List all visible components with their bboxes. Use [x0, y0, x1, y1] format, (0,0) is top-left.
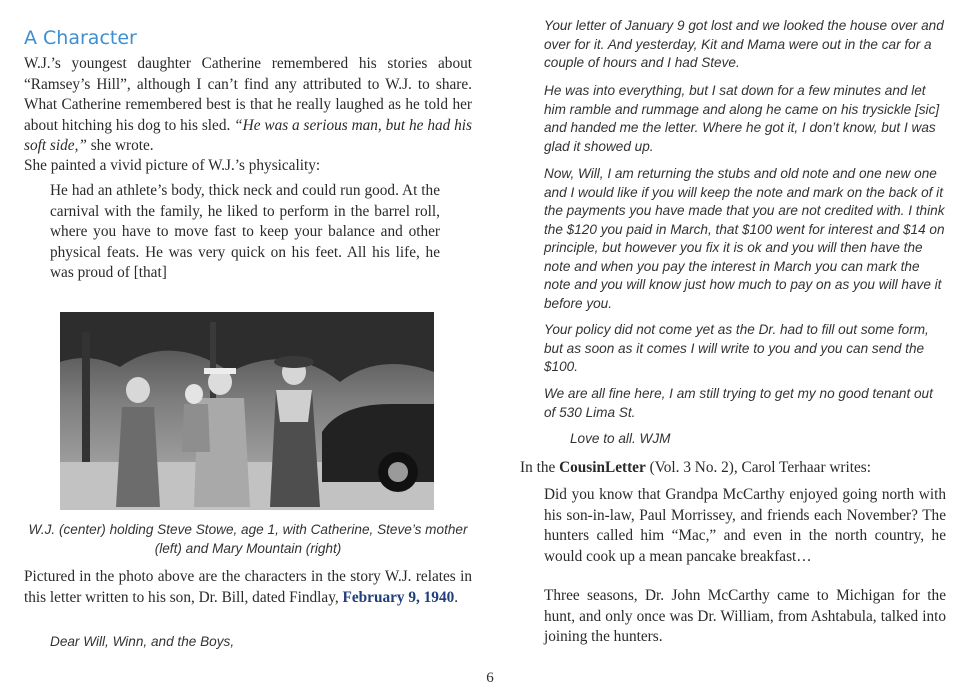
paragraph-cousinletter-intro [520, 458, 946, 479]
family-photo [60, 312, 434, 510]
letter-paragraph-2: He was into everything, but I sat down for a few minutes and let him ramble and rummage and along he came on his trysickle [sic] and handed me the letter. Where he got it, I don’t know, but I was glad it showed up. [544, 83, 940, 154]
paragraph-photo-context [24, 567, 472, 608]
letter-paragraph-5: We are all fine here, I am still trying to get my no good tenant out of 530 Lima St. [544, 386, 933, 420]
letter-date: February 9, 1940 [342, 588, 455, 606]
photo-illustration [60, 312, 434, 510]
letter-salutation: Dear Will, Winn, and the Boys, [50, 634, 235, 649]
quote-paragraph-1: Did you know that Grandpa McCarthy enjoyed going north with his son-in-law, Paul Morrissey, and friends each November? The hunters called him “Mac,” and even in the north country, he would cook up a mean pancake breakfast… [544, 486, 946, 565]
blockquote-athlete: He had an athlete’s body, thick neck and could run good. At the carnival with the family, he liked to perform in the barrel roll, where you have to move fast to keep your balance and other physical feats. He was very quick on his feet. All his life, he was proud of [that] [50, 182, 440, 281]
intro-text-a: In the [520, 459, 560, 476]
intro-text-b: (Vol. 3 No. 2), Carol Terhaar writes: [645, 459, 871, 476]
page-number: 6 [486, 670, 494, 686]
p3-text-a: Pictured in the photo above are the characters in the story W.J. relates in this letter written to his son, Dr. Bill, dated Findlay, [24, 568, 472, 606]
paragraph-catherine-memory [24, 54, 472, 157]
letter-paragraph-4: Your policy did not come yet as the Dr. had to fill out some form, but as soon as it comes I will write to you and you can send the $100. [544, 322, 929, 374]
p1-text-b: she wrote. [86, 137, 154, 154]
publication-name: CousinLetter [559, 459, 646, 476]
section-heading: A Character [24, 27, 137, 49]
paragraph-physicality: She painted a vivid picture of W.J.’s physicality: [24, 157, 321, 174]
letter-signoff: Love to all. WJM [570, 431, 671, 446]
p1-text-a: W.J.’s youngest daughter Catherine remembered his stories about “Ramsey’s Hill”, although I can’t find any attributed to W.J. to share. What Catherine remembered best is that he really laughed as he told her about hitching his dog to his sled. [24, 55, 472, 134]
photo-caption: W.J. (center) holding Steve Stowe, age 1, with Catherine, Steve’s mother (left) and Mary Mountain (right) [28, 522, 468, 556]
quote-paragraph-2: Three seasons, Dr. John McCarthy came to Michigan for the hunt, and only once was Dr. William, from Ashtabula, talked into joining the hunters. [544, 587, 946, 645]
letter-paragraph-1: Your letter of January 9 got lost and we looked the house over and over for it. And yesterday, Kit and Mama were out in the car for a couple of hours and I had Steve. [544, 18, 944, 70]
p1-quote: “He was a serious man, but he had his soft side,” [24, 116, 472, 154]
letter-paragraph-3: Now, Will, I am returning the stubs and old note and one new one and I would like if you will keep the note and mark on the back of it the payments you have made that you are not credited with. I think the $120 you paid in March, that $100 went for interest and $14 on principle, but however you fix it is ok and you will then have the note and when you pay the interest in March you can mark the note and you will know just how much to pay on as you will have it before you. [544, 166, 945, 311]
p3-text-b: . [454, 588, 459, 606]
